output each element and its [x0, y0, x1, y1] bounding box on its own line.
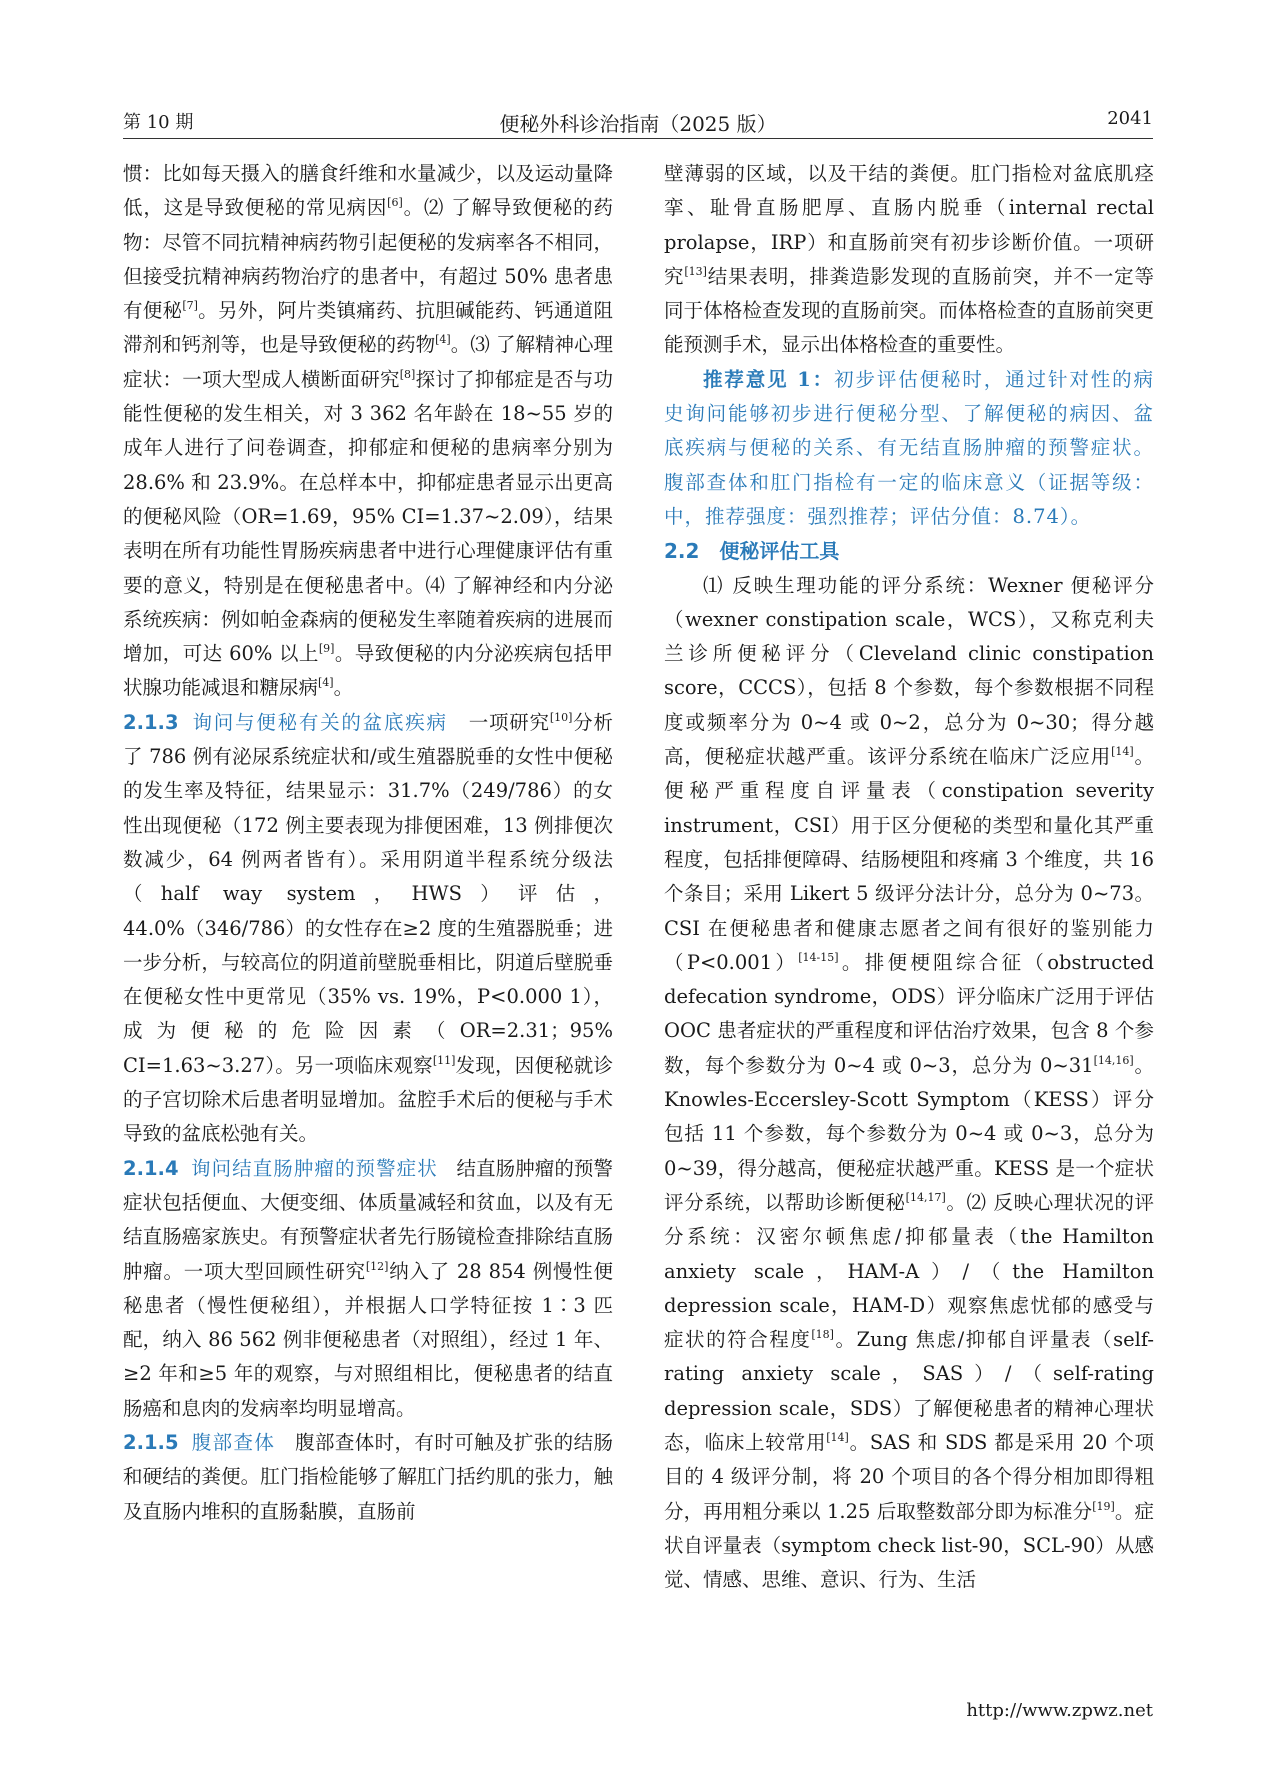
section-2-1-4: 2.1.4 询问结直肠肿瘤的预警症状 结直肠肿瘤的预警症状包括便血、大便变细、体质量减轻和贫血，以及有无结直肠癌家族史。有预警症状者先行肠镜检查排除结直肠肿瘤。一项大型回顾性研究[12]纳入了 28 854 例慢性便秘患者（慢性便秘组），并根据人口学特征按 1∶3 匹配，纳入 86 562 例非便秘患者（对照组），经过 1 年、≥2 年和≥5 年的观察，与对照组相比，便秘患者的结直肠癌和息肉的发病率均明显增高。 — [123, 1156, 613, 1420]
citation[interactable]: [10] — [549, 710, 573, 724]
citation[interactable]: [9] — [318, 642, 335, 656]
citation[interactable]: [7] — [182, 299, 198, 313]
section-2-1-3: 2.1.3 询问与便秘有关的盆底疾病 一项研究[10]分析了 786 例有泌尿系统症状和/或生殖器脱垂的女性中便秘的发生率及特征，结果显示：31.7%（249/786）的女性出现便秘（172 例主要表现为排便困难，13 例排便次数减少，64 例两者皆有）。采用阴道半程系统分级法（half way system，HWS）评估，44.0%（346/786）的女性存在≥2 度的生殖器脱垂；进一步分析，与较高位的阴道前壁脱垂相比，阴道后壁脱垂在便秘女性中更常见（35% vs. 19%，P<0.000 1），成为便秘的危险因素（OR=2.31；95% CI=1.63~3.27）。另一项临床观察[11]发现，因便秘就诊的子宫切除术后患者明显增加。盆腔手术后的便秘与手术导致的盆底松弛有关。 — [123, 710, 613, 1146]
paragraph: ⑴ 反映生理功能的评分系统：Wexner 便秘评分（wexner constipation scale，WCS），又称克利夫兰诊所便秘评分（Cleveland clinic constipation score，CCCS），包括 8 个参数，每个参数根据不同程度或频率分为 0~4 或 0~2，总分为 0~30；得分越高，便秘症状越严重。该评分系统在临床广泛应用[14]。便秘严重程度自评量表（constipation severity instrument，CSI）用于区分便秘的类型和量化其严重程度，包括排便障碍、结肠梗阻和疼痛 3 个维度，共 16 个条目；采用 Likert 5 级评分法计分，总分为 0~73。CSI 在便秘患者和健康志愿者之间有很好的鉴别能力（P<0.001）[14-15]。排便梗阻综合征（obstructed defecation syndrome，ODS）评分临床广泛用于评估 OOC 患者症状的严重程度和评估治疗效果，包含 8 个参数，每个参数分为 0~4 或 0~3，总分为 0~31[14,16]。Knowles-Eccersley-Scott Symptom（KESS）评分包括 11 个参数，每个参数分为 0~4 或 0~3，总分为 0~39，得分越高，便秘症状越严重。KESS 是一个症状评分系统，以帮助诊断便秘[14,17]。⑵ 反映心理状况的评分系统：汉密尔顿焦虑/抑郁量表（the Hamilton anxiety scale，HAM-A）/（the Hamilton depression scale，HAM-D）观察焦虑忧郁的感受与症状的符合程度[18]。Zung 焦虑/抑郁自评量表（self-rating anxiety scale，SAS）/（self-rating depression scale，SDS）了解便秘患者的精神心理状态，临床上较常用[14]。SAS 和 SDS 都是采用 20 个项目的 4 级评分制，将 20 个项目的各个得分相加即得粗分，再用粗分乘以 1.25 后取整数部分即为标准分[19]。症状自评量表（symptom check list-90，SCL-90）从感觉、情感、思维、意识、行为、生活 — [664, 573, 1155, 1592]
right-column — [664, 157, 1154, 1597]
running-title: 便秘外科诊治指南（2025 版） — [499, 112, 777, 136]
paragraph: 惯：比如每天摄入的膳食纤维和水量减少，以及运动量降低，这是导致便秘的常见病因[6]。⑵ 了解导致便秘的药物：尽管不同抗精神病药物引起便秘的发病率各不相同，但接受抗精神病药物治疗的患者中，有超过 50% 患者患有便秘[7]。另外，阿片类镇痛药、抗胆碱能药、钙通道阻滞剂和钙剂等，也是导致便秘的药物[4]。⑶ 了解精神心理症状：一项大型成人横断面研究[8]探讨了抑郁症是否与功能性便秘的发生相关，对 3 362 名年龄在 18~55 岁的成年人进行了问卷调查，抑郁症和便秘的患病率分别为 28.6% 和 23.9%。在总样本中，抑郁症患者显示出更高的便秘风险（OR=1.69，95% CI=1.37~2.09），结果表明在所有功能性胃肠疾病患者中进行心理健康评估有重要的意义，特别是在便秘患者中。⑷ 了解神经和内分泌系统疾病：例如帕金森病的便秘发生率随着疾病的进展而增加，可达 60% 以上[9]。导致便秘的内分泌疾病包括甲状腺功能减退和糖尿病[4]。 — [123, 162, 613, 700]
citation[interactable]: [8] — [399, 367, 416, 381]
recommendation-text: 初步评估便秘时，通过针对性的病史询问能够初步进行便秘分型、了解便秘的病因、盆底疾病与便秘的关系、有无结直肠肿瘤的预警症状。腹部查体和肛门指检有一定的临床意义（证据等级：中，推荐强度：强烈推荐；评估分值：8.74）。 — [664, 367, 1154, 528]
citation[interactable]: [13] — [684, 264, 707, 278]
citation[interactable]: [14] — [826, 1430, 849, 1444]
citation[interactable]: [11] — [432, 1053, 456, 1067]
recommendation-label: 推荐意见 1： — [703, 367, 835, 391]
left-column — [123, 157, 613, 1529]
section-2-1-5: 2.1.5 腹部查体 腹部查体时，有时可触及扩张的结肠和硬结的粪便。肛门指检能够了解肛门括约肌的张力，触及直肠内堆积的直肠黏膜，直肠前 — [123, 1430, 613, 1523]
citation[interactable]: [14,16] — [1093, 1053, 1134, 1067]
citation[interactable]: [14] — [1111, 745, 1134, 759]
citation[interactable]: [19] — [1092, 1499, 1115, 1513]
section-heading: 2.1.5 腹部查体 — [123, 1430, 276, 1454]
citation[interactable]: [14-15] — [798, 950, 839, 964]
section-heading: 2.1.4 询问结直肠肿瘤的预警症状 — [123, 1156, 438, 1180]
citation[interactable]: [14,17] — [905, 1190, 946, 1204]
citation[interactable]: [6] — [387, 196, 403, 210]
footer-url[interactable]: http://www.zpwz.net — [966, 1700, 1153, 1721]
issue-number: 第 10 期 — [123, 112, 194, 133]
citation[interactable]: [4] — [435, 333, 451, 347]
citation[interactable]: [4] — [318, 676, 334, 690]
page-number: 2041 — [1107, 108, 1153, 129]
citation[interactable]: [18] — [811, 1328, 834, 1342]
section-heading: 2.1.3 询问与便秘有关的盆底疾病 — [123, 710, 448, 734]
paragraph: 壁薄弱的区域，以及干结的粪便。肛门指检对盆底肌痉挛、耻骨直肠肥厚、直肠内脱垂（internal rectal prolapse，IRP）和直肠前突有初步诊断价值。一项研究[13]结果表明，排粪造影发现的直肠前突，并不一定等同于体格检查发现的直肠前突。而体格检查的直肠前突更能预测手术，显示出体格检查的重要性。 — [664, 162, 1154, 357]
running-header — [123, 108, 1153, 139]
recommendation-1 — [664, 363, 1154, 534]
citation[interactable]: [12] — [365, 1259, 389, 1273]
section-heading-2-2: 2.2 便秘评估工具 — [664, 539, 840, 564]
